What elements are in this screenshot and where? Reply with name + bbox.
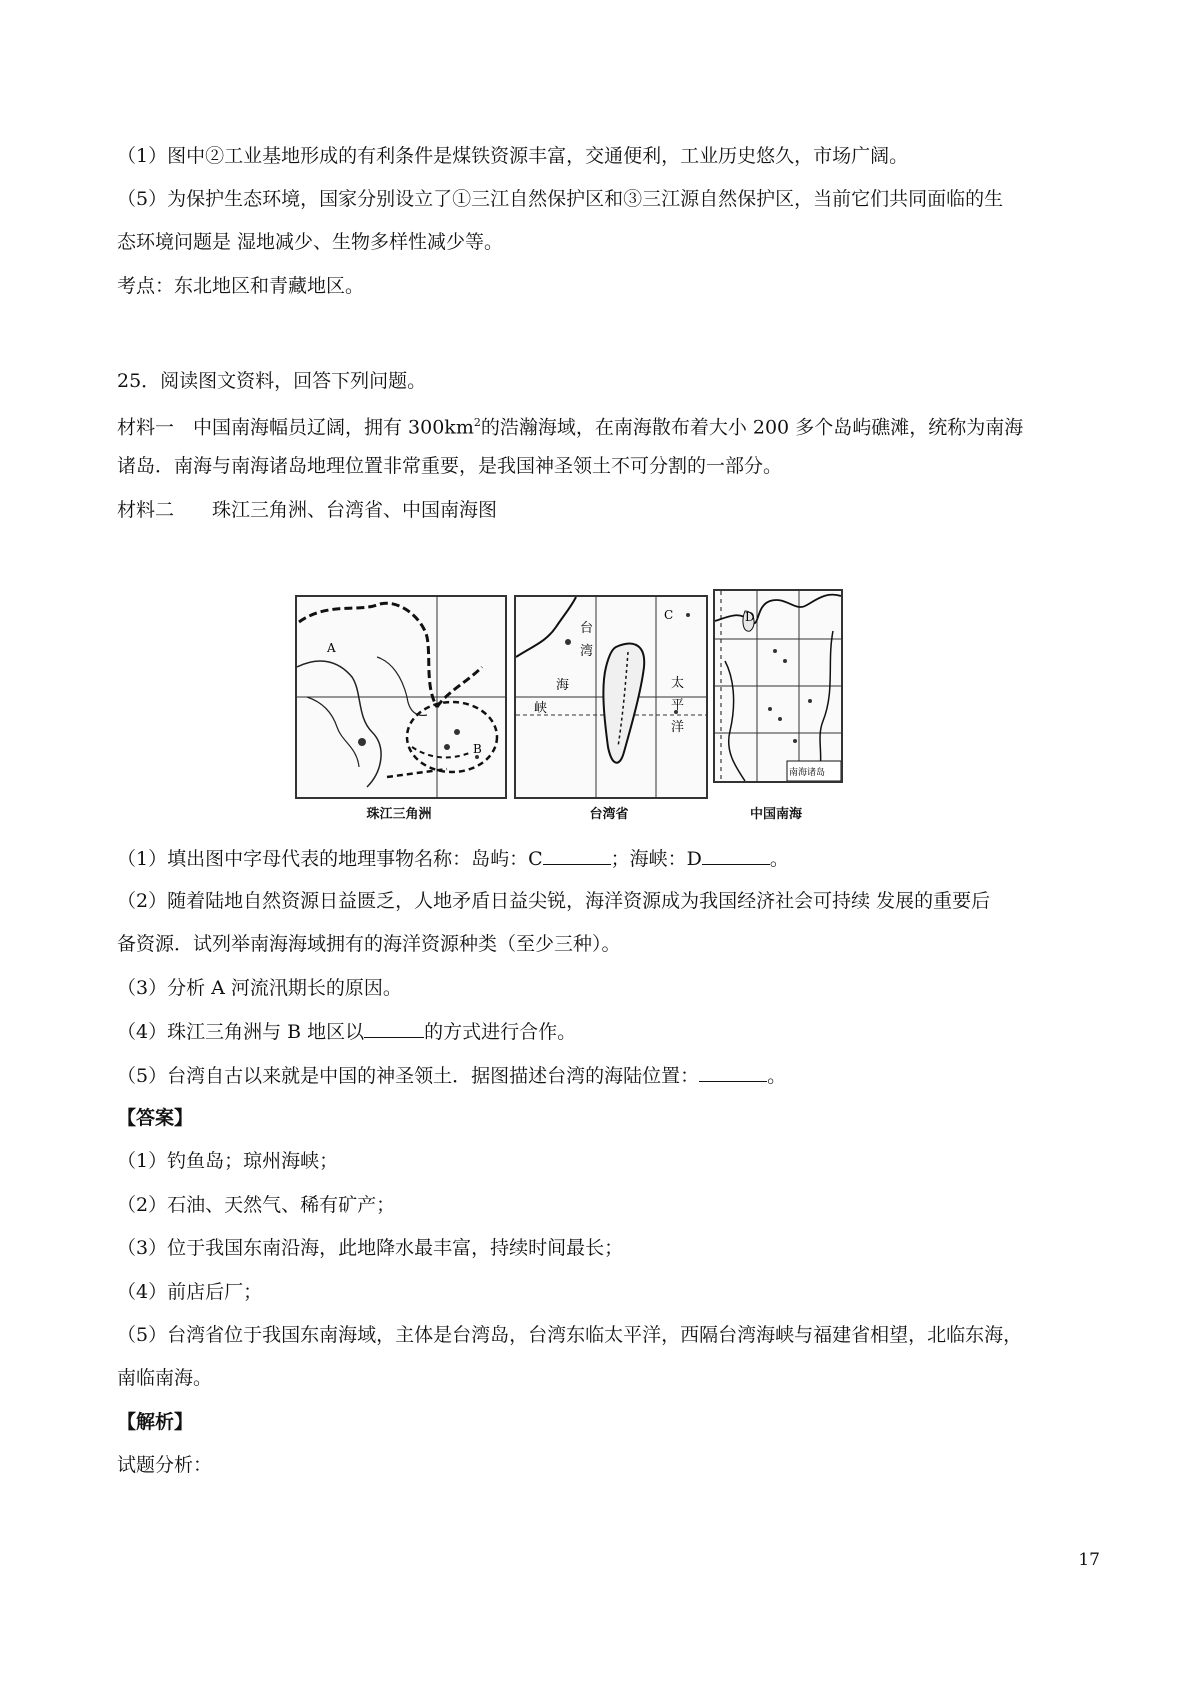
answer-blank-d[interactable] <box>702 845 770 865</box>
map-label-C: C <box>664 608 674 622</box>
subquestion-5-text-a: （5）台湾自古以来就是中国的神圣领土．据图描述台湾的海陆位置： <box>117 1065 700 1087</box>
pacific-char-2: 平 <box>671 698 685 713</box>
subquestion-4-text-b: 的方式进行合作。 <box>424 1021 577 1043</box>
pacific-char-3: 洋 <box>671 720 685 735</box>
analysis-intro: 试题分析： <box>117 1454 213 1476</box>
caption-taiwan: 台湾省 <box>589 807 629 822</box>
answer-blank-q4[interactable] <box>364 1018 424 1038</box>
map-label-A: A <box>327 641 336 655</box>
subquestion-1-text-b: ；海峡：D <box>610 848 702 870</box>
prev-answer-q1: （1）图中②工业基地形成的有利条件是煤铁资源丰富，交通便利，工业历史悠久，市场广阔。 <box>117 145 909 167</box>
prev-answer-q5-line1: （5）为保护生态环境，国家分别设立了①三江自然保护区和③三江源自然保护区，当前它们共同面临的生 <box>117 188 1004 210</box>
answer-blank-q5[interactable] <box>699 1062 767 1082</box>
answer-3: （3）位于我国东南沿海，此地降水最丰富，持续时间最长； <box>117 1237 624 1259</box>
answer-5-line1: （5）台湾省位于我国东南海域，主体是台湾岛，台湾东临太平洋，西隔台湾海峡与福建省相望，北临东海， <box>117 1324 1023 1346</box>
material1-superscript: 2 <box>473 416 481 429</box>
taiwan-strait-char-3: 海 <box>556 678 570 693</box>
kaodian: 考点：东北地区和青藏地区。 <box>117 275 365 297</box>
material1-text-b: 的浩瀚海域，在南海散布着大小 200 多个岛屿礁滩，统称为南海 <box>480 416 1024 439</box>
subquestion-5-text-b: 。 <box>767 1065 787 1087</box>
page-number: 17 <box>1078 1550 1100 1570</box>
subquestion-2-line1: （2）随着陆地自然资源日益匮乏，人地矛盾日益尖锐，海洋资源成为我国经济社会可持续 发展的重要后 <box>117 890 991 912</box>
material1-line2: 诸岛．南海与南海诸岛地理位置非常重要，是我国神圣领土不可分割的一部分。 <box>117 455 783 477</box>
south-sea-islands-label: 南海诸岛 <box>789 768 826 778</box>
answer-blank-c[interactable] <box>543 845 611 865</box>
answer-1: （1）钓鱼岛；琼州海峡； <box>117 1150 339 1172</box>
map-label-D: D <box>745 610 755 624</box>
answer-2: （2）石油、天然气、稀有矿产； <box>117 1194 396 1216</box>
subquestion-4 <box>117 1018 1100 1045</box>
subquestion-1 <box>117 845 1100 872</box>
taiwan-strait-char-4: 峡 <box>534 701 548 716</box>
subquestion-1-text-a: （1）填出图中字母代表的地理事物名称：岛屿：C <box>117 848 543 870</box>
analysis-heading: 【解析】 <box>117 1411 194 1433</box>
map-taiwan <box>514 595 708 799</box>
taiwan-strait-char-1: 台 <box>580 621 594 636</box>
south-china-sea-drawing <box>715 591 841 781</box>
map-label-B: B <box>473 742 482 756</box>
subquestion-5 <box>117 1062 1100 1089</box>
answer-5-line2: 南临南海。 <box>117 1367 213 1389</box>
question-title: 25．阅读图文资料，回答下列问题。 <box>117 370 427 392</box>
prev-answer-q5-line2: 态环境问题是 湿地减少、生物多样性减少等。 <box>117 231 504 253</box>
caption-pearl-river-delta: 珠江三角洲 <box>366 807 432 822</box>
subquestion-2-line2: 备资源．试列举南海海域拥有的海洋资源种类（至少三种）。 <box>117 933 621 955</box>
material1-text-a: 材料一 中国南海幅员辽阔，拥有 300km <box>117 416 474 439</box>
caption-south-china-sea: 中国南海 <box>749 807 802 822</box>
material1-line1 <box>117 410 1100 440</box>
map-figure <box>295 595 913 825</box>
map-south-china-sea <box>713 589 843 783</box>
answer-heading: 【答案】 <box>117 1107 194 1129</box>
pearl-river-delta-drawing <box>297 597 505 797</box>
taiwan-strait-char-2: 湾 <box>580 644 594 659</box>
subquestion-1-text-c: 。 <box>769 848 789 870</box>
subquestion-4-text-a: （4）珠江三角洲与 B 地区以 <box>117 1021 365 1043</box>
taiwan-drawing <box>516 597 706 797</box>
answer-4: （4）前店后厂； <box>117 1281 263 1303</box>
pacific-char-1: 太 <box>671 676 685 691</box>
map-pearl-river-delta <box>295 595 507 799</box>
material2: 材料二 珠江三角洲、台湾省、中国南海图 <box>117 499 498 521</box>
subquestion-3: （3）分析 A 河流汛期长的原因。 <box>117 977 402 999</box>
